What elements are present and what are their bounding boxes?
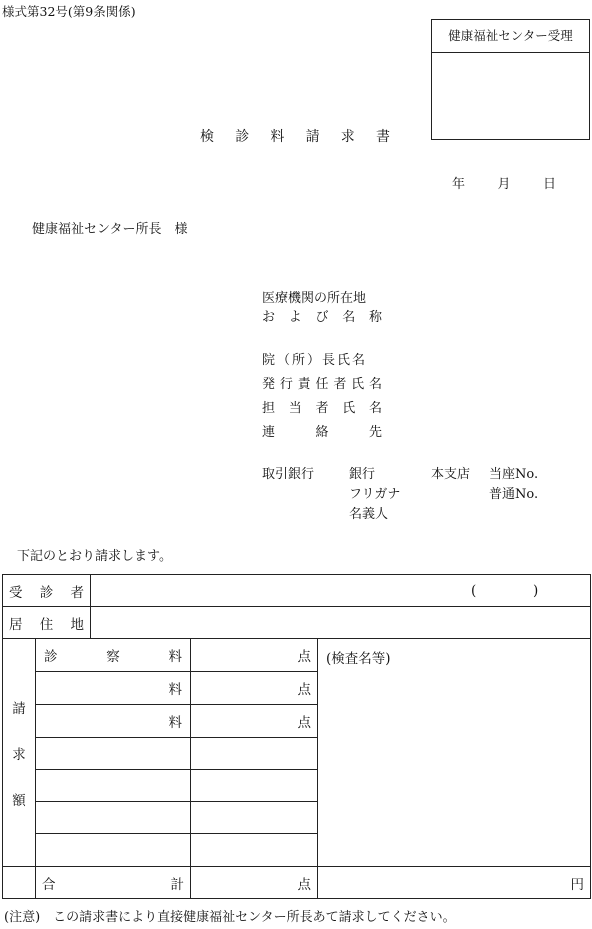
director-label: 院（所）長氏名: [262, 353, 368, 368]
issuer-label: [262, 373, 382, 392]
label-char: 者: [70, 584, 84, 601]
staff-label: [262, 397, 382, 416]
label-char: 住: [39, 616, 54, 633]
location-label-line1: 医療機関の所在地: [262, 291, 367, 306]
address-row: [3, 607, 591, 639]
total-points-cell[interactable]: 点: [191, 867, 318, 899]
title-char: 求: [340, 129, 355, 145]
note-text: (注意) この請求書により直接健康福祉センター所長あて請求してください。: [4, 910, 456, 925]
claim-table: [2, 574, 591, 899]
label-char: 責: [297, 377, 311, 392]
date-year: 年: [452, 177, 466, 192]
bank-name-label: 銀行: [349, 467, 376, 482]
blank-cell[interactable]: [36, 834, 191, 867]
total-yen-cell[interactable]: 円: [318, 867, 591, 899]
bank-label: 取引銀行: [262, 467, 315, 482]
patient-label-cell: [3, 575, 91, 607]
patient-row: [3, 575, 591, 607]
paren-close: ): [533, 582, 539, 599]
points-cell[interactable]: 点: [191, 672, 318, 705]
label-char: 地: [70, 616, 84, 633]
address-value-cell[interactable]: [91, 607, 591, 639]
label-char: 氏: [342, 401, 356, 416]
receipt-stamp-label: 健康福祉センター受理: [432, 20, 589, 53]
document-title: [200, 126, 390, 146]
title-char: 書: [375, 129, 390, 145]
location-label-line2: [262, 306, 382, 325]
furigana-label: フリガナ: [349, 487, 401, 502]
blank-cell[interactable]: [191, 834, 318, 867]
label-char: 当: [288, 401, 302, 416]
label-char: 連: [262, 425, 276, 440]
blank-cell[interactable]: [191, 802, 318, 834]
date-day: 日: [542, 177, 556, 192]
label-char: よ: [288, 310, 302, 325]
label-char: 受: [9, 584, 23, 601]
blank-cell[interactable]: [36, 738, 191, 770]
label-char: 料: [168, 649, 182, 665]
label-char: 任: [315, 377, 329, 392]
label-char: 名: [368, 377, 382, 392]
label-char: 額: [12, 792, 26, 809]
branch-label: 本支店: [431, 467, 471, 482]
fee-label-cell[interactable]: 料: [36, 672, 191, 705]
label-char: 名: [342, 310, 356, 325]
label-char: 担: [262, 401, 276, 416]
label-char: 称: [368, 310, 382, 325]
label-char: び: [315, 310, 329, 325]
label-char: 診: [39, 584, 54, 601]
label-char: 求: [12, 746, 26, 763]
patient-value-cell[interactable]: [91, 575, 591, 607]
exam-fee-label-cell: [36, 639, 191, 672]
title-char: 請: [305, 129, 320, 145]
receipt-stamp-box: [431, 19, 590, 140]
label-char: 者: [315, 401, 329, 416]
savings-account-label: 普通No.: [489, 487, 539, 502]
total-row: [3, 867, 591, 899]
label-char: お: [262, 310, 276, 325]
blank-cell[interactable]: [191, 770, 318, 802]
label-char: 絡: [315, 425, 329, 440]
fee-row-exam: [3, 639, 591, 672]
points-cell[interactable]: 点: [191, 705, 318, 738]
intro-text: 下記のとおり請求します。: [17, 549, 172, 564]
exam-kind-cell[interactable]: (検査名等): [318, 639, 591, 867]
form-number: 様式第32号(第9条関係): [2, 4, 136, 19]
points-cell[interactable]: 点: [191, 639, 318, 672]
label-char: 先: [368, 425, 382, 440]
total-label-cell: [36, 867, 191, 899]
contact-label: [262, 421, 382, 440]
label-char: 者: [333, 377, 347, 392]
blank-cell[interactable]: [36, 802, 191, 834]
fee-label-cell[interactable]: 料: [36, 705, 191, 738]
label-char: 名: [368, 401, 382, 416]
label-char: 氏: [351, 377, 365, 392]
account-holder-label: 名義人: [349, 507, 389, 522]
addressee: 健康福祉センター所長 様: [32, 222, 188, 237]
label-char: 行: [279, 377, 293, 392]
date-line: [452, 173, 556, 192]
paren-open: (: [471, 582, 477, 599]
label-char: 診: [44, 649, 58, 665]
blank-cell[interactable]: [36, 770, 191, 802]
address-label-cell: [3, 607, 91, 639]
label-char: 発: [262, 377, 276, 392]
title-char: 料: [270, 129, 285, 145]
total-spacer-cell: [3, 867, 36, 899]
label-char: 察: [106, 649, 120, 665]
claim-amount-label: [3, 639, 36, 867]
title-char: 診: [235, 129, 250, 145]
blank-cell[interactable]: [191, 738, 318, 770]
title-char: 検: [200, 129, 214, 145]
label-char: 計: [170, 876, 184, 893]
label-char: 請: [12, 700, 26, 717]
current-account-label: 当座No.: [489, 467, 539, 482]
label-char: 居: [9, 616, 23, 633]
date-month: 月: [497, 177, 511, 192]
label-char: 合: [42, 876, 56, 893]
